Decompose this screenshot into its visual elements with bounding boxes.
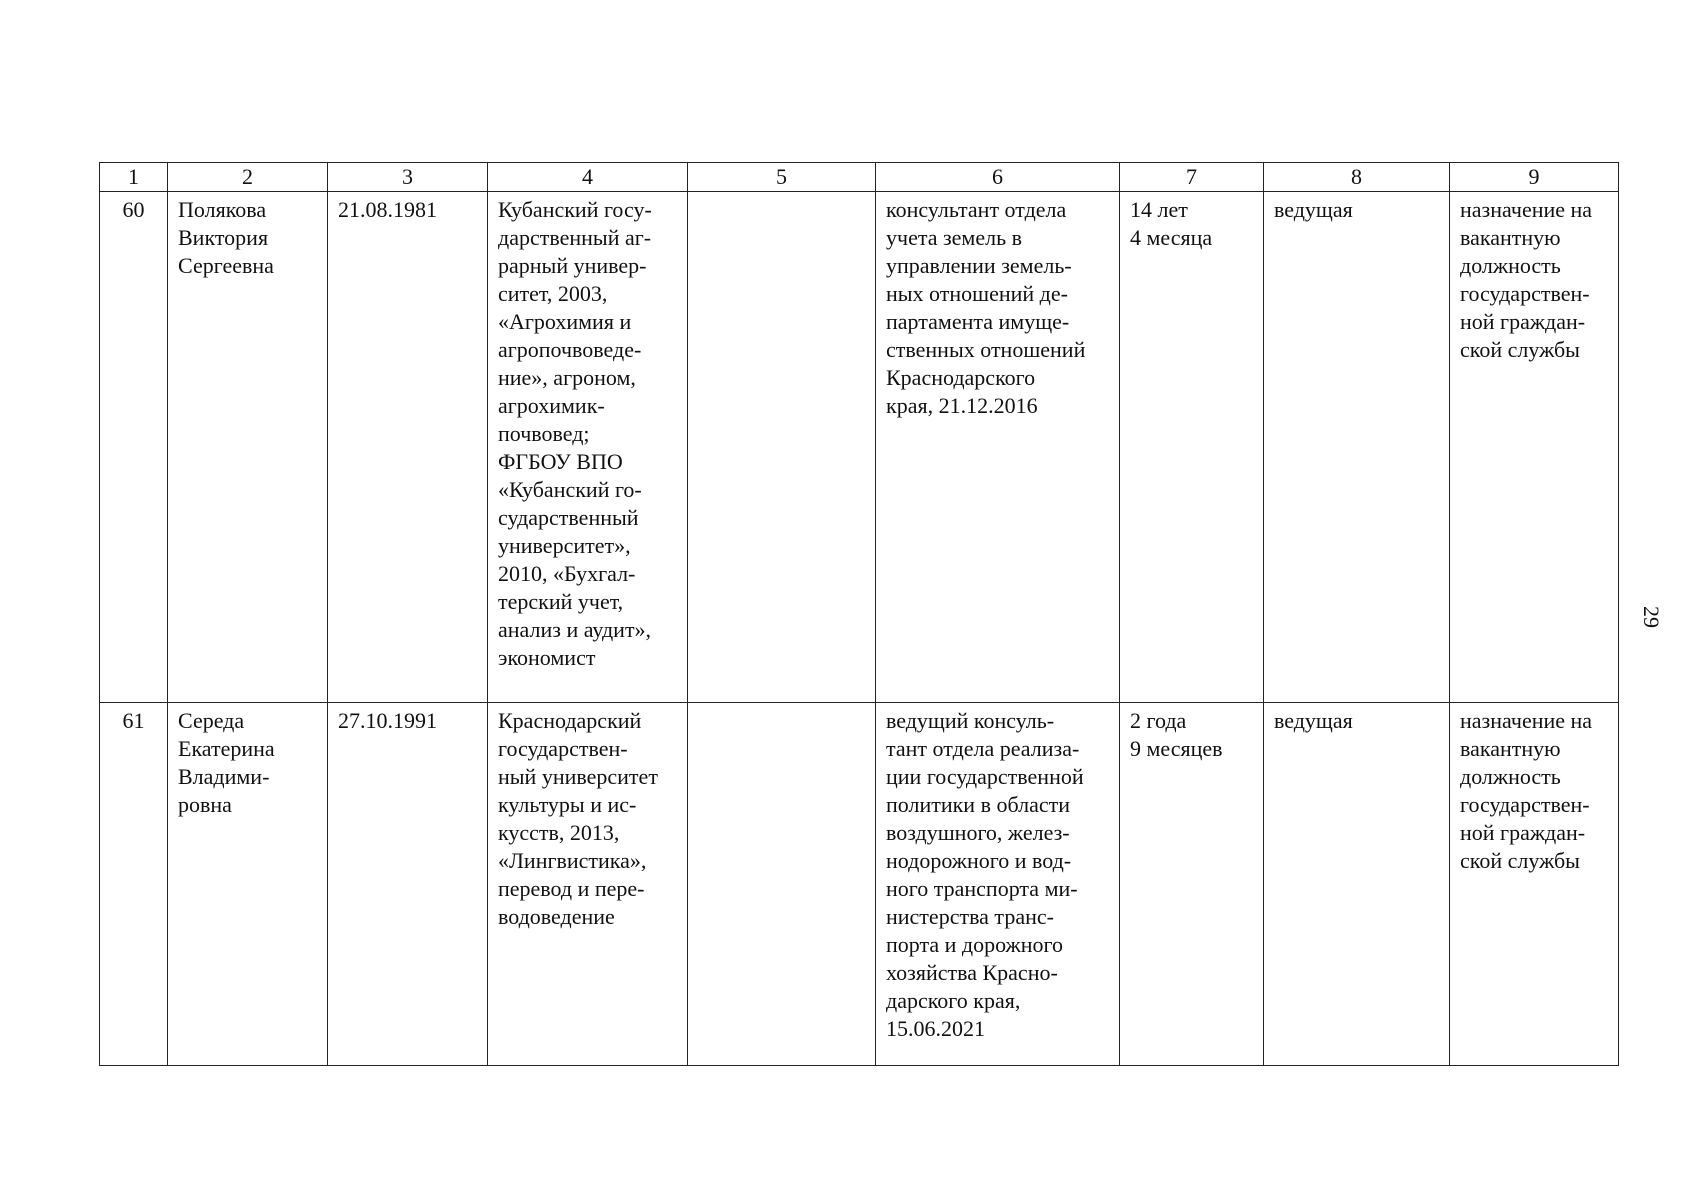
- text-line: 2 года: [1130, 708, 1187, 733]
- text-line: Сергеевна: [178, 253, 274, 278]
- header-cell-4: 4: [488, 163, 688, 192]
- text-line: 9 месяцев: [1130, 736, 1223, 761]
- text-line: Краснодарский: [498, 708, 642, 733]
- header-row: [100, 163, 1619, 192]
- header-cell-5: 5: [688, 163, 876, 192]
- text-line: Владими-: [178, 764, 270, 789]
- education: [488, 192, 688, 703]
- header-cell-3: 3: [328, 163, 488, 192]
- text-line: рарный универ-: [498, 253, 647, 278]
- text-line: консультант отдела: [886, 197, 1067, 222]
- text-line: сударственный: [498, 505, 639, 530]
- text-line: государствен-: [1460, 281, 1590, 306]
- text-line: Середа: [178, 708, 245, 733]
- row-number: 61: [100, 703, 168, 1066]
- personnel-table: [99, 162, 1619, 1066]
- row-number: 60: [100, 192, 168, 703]
- inclusion-purpose: [1450, 703, 1619, 1066]
- text-line: государствен-: [498, 736, 628, 761]
- text-line: «Агрохимия и: [498, 309, 632, 334]
- table-row: [100, 192, 1619, 703]
- text-line: ровна: [178, 792, 232, 817]
- text-line: «Кубанский го-: [498, 477, 642, 502]
- text-line: тант отдела реализа-: [886, 736, 1080, 761]
- text-line: нодорожного и вод-: [886, 848, 1072, 873]
- text-line: нистерства транс-: [886, 904, 1054, 929]
- column-5: [688, 192, 876, 703]
- header-cell-9: 9: [1450, 163, 1619, 192]
- birth-date: 21.08.1981: [328, 192, 488, 703]
- text-line: хозяйства Красно-: [886, 960, 1058, 985]
- birth-date: 27.10.1991: [328, 703, 488, 1066]
- text-line: воздушного, желез-: [886, 820, 1070, 845]
- text-line: Полякова: [178, 197, 267, 222]
- header-cell-6: 6: [876, 163, 1120, 192]
- text-line: Краснодарского: [886, 365, 1036, 390]
- full-name: [168, 703, 328, 1066]
- text-line: Кубанский госу-: [498, 197, 652, 222]
- text-line: 2010, «Бухгал-: [498, 561, 636, 586]
- text-line: 14 лет: [1130, 197, 1188, 222]
- text-line: перевод и пере-: [498, 876, 645, 901]
- text-line: анализ и аудит»,: [498, 617, 652, 642]
- text-line: ние», агроном,: [498, 365, 636, 390]
- text-line: почвовед;: [498, 421, 590, 446]
- header-cell-2: 2: [168, 163, 328, 192]
- text-line: ситет, 2003,: [498, 281, 608, 306]
- text-line: ведущий консуль-: [886, 708, 1055, 733]
- header-cell-7: 7: [1120, 163, 1264, 192]
- text-line: ной граждан-: [1460, 820, 1586, 845]
- text-line: вакантную: [1460, 225, 1561, 250]
- text-line: ции государственной: [886, 764, 1084, 789]
- text-line: ного транспорта ми-: [886, 876, 1078, 901]
- text-line: управлении земель-: [886, 253, 1072, 278]
- inclusion-purpose: [1450, 192, 1619, 703]
- current-position: [876, 192, 1120, 703]
- text-line: Екатерина: [178, 736, 275, 761]
- current-position: [876, 703, 1120, 1066]
- text-line: ФГБОУ ВПО: [498, 449, 623, 474]
- service-experience: [1120, 703, 1264, 1066]
- text-line: дарственный аг-: [498, 225, 652, 250]
- text-line: ской службы: [1460, 337, 1580, 362]
- full-name: [168, 192, 328, 703]
- text-line: учета земель в: [886, 225, 1023, 250]
- text-line: терский учет,: [498, 589, 624, 614]
- text-line: вакантную: [1460, 736, 1561, 761]
- text-line: университет»,: [498, 533, 631, 558]
- text-line: агрохимик-: [498, 393, 605, 418]
- text-line: партамента имуще-: [886, 309, 1070, 334]
- text-line: водоведение: [498, 904, 615, 929]
- text-line: назначение на: [1460, 197, 1593, 222]
- text-line: кусств, 2013,: [498, 820, 620, 845]
- text-line: должность: [1460, 253, 1561, 278]
- text-line: культуры и ис-: [498, 792, 637, 817]
- text-line: ской службы: [1460, 848, 1580, 873]
- text-line: политики в области: [886, 792, 1071, 817]
- header-cell-8: 8: [1264, 163, 1450, 192]
- text-line: должность: [1460, 764, 1561, 789]
- position-group: ведущая: [1264, 192, 1450, 703]
- column-5: [688, 703, 876, 1066]
- header-cell-1: 1: [100, 163, 168, 192]
- text-line: агропочвоведе-: [498, 337, 642, 362]
- text-line: края, 21.12.2016: [886, 393, 1038, 418]
- page-number: 29: [1639, 606, 1664, 628]
- text-line: 4 месяца: [1130, 225, 1213, 250]
- text-line: дарского края,: [886, 988, 1021, 1013]
- text-line: порта и дорожного: [886, 932, 1063, 957]
- text-line: государствен-: [1460, 792, 1590, 817]
- education: [488, 703, 688, 1066]
- text-line: «Лингвистика»,: [498, 848, 647, 873]
- table-row: [100, 703, 1619, 1066]
- text-line: назначение на: [1460, 708, 1593, 733]
- text-line: ственных отношений: [886, 337, 1086, 362]
- text-line: Виктория: [178, 225, 269, 250]
- text-line: экономист: [498, 645, 596, 670]
- service-experience: [1120, 192, 1264, 703]
- text-line: 15.06.2021: [886, 1016, 985, 1041]
- position-group: ведущая: [1264, 703, 1450, 1066]
- text-line: ный университет: [498, 764, 658, 789]
- text-line: ных отношений де-: [886, 281, 1068, 306]
- text-line: ной граждан-: [1460, 309, 1586, 334]
